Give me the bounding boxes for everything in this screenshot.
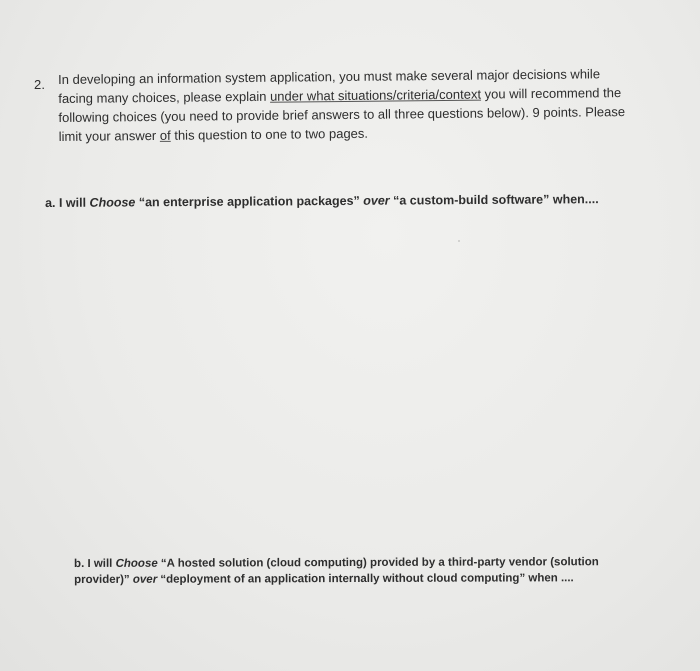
part-a-prefix: a. I will [45,195,90,210]
paper-speck [458,240,460,242]
question-line-4-text-start: limit your answer [58,127,160,144]
part-b-option-1: “A hosted solution (cloud computing) provided by a third-party vendor (solution [157,556,599,570]
part-b-choose: Choose [115,557,158,570]
part-a-option-1: “an enterprise application packages” [135,193,364,210]
part-b-prefix: b. I will [74,557,116,570]
part-b-prompt [74,554,634,588]
part-a-option-2: “a custom-build software” when.... [389,192,599,208]
part-a-prompt [45,192,599,210]
part-b-line-2 [74,570,634,588]
underlined-of: of [159,127,171,143]
underlined-criteria-phrase: under what situations/criteria/context [269,86,482,104]
part-b-option-1-end: provider)” [74,573,133,586]
question-line-1-text: In developing an information system application, you must make several major decisions while [58,66,601,87]
question-line-2-text-end: you will recommend the [480,85,622,102]
part-b-option-2: “deployment of an application internally without cloud computing” when .... [157,572,574,586]
part-a-over: over [363,193,390,208]
question-line-4-text-end: this question to one to two pages. [170,125,369,143]
question-text [58,64,659,146]
part-b-over: over [132,573,158,586]
question-line-3-text: following choices (you need to provide brief answers to all three questions below). 9 points. Please [58,104,626,125]
question-line-2-text-start: facing many choices, please explain [58,88,271,106]
part-b-line-1 [74,554,634,572]
part-a-choose: Choose [89,195,136,210]
question-number: 2. [34,77,46,92]
